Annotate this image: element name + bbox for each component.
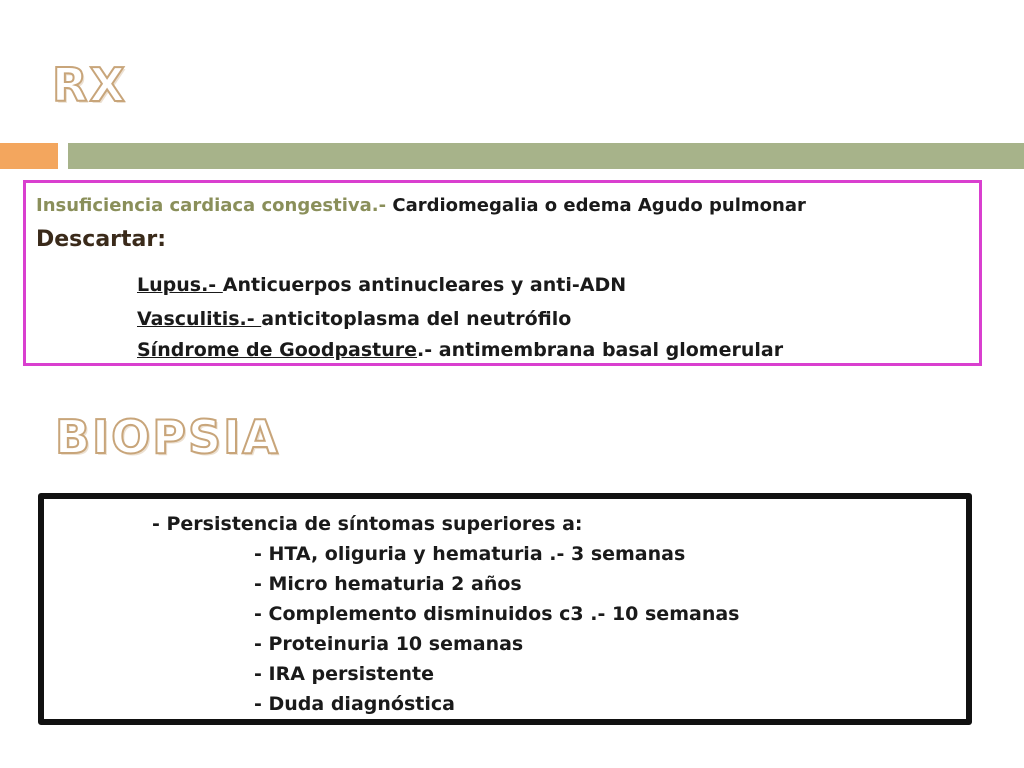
- lupus-label: Lupus.-: [137, 274, 223, 296]
- biopsia-item: - Proteinuria 10 semanas: [254, 633, 524, 655]
- rx-title: RX: [52, 58, 127, 112]
- biopsia-item: - Micro hematuria 2 años: [254, 573, 522, 595]
- decorative-bar-green: [68, 143, 1024, 169]
- icc-text: Cardiomegalia o edema Agudo pulmonar: [386, 195, 806, 216]
- rx-item-lupus: [137, 274, 626, 296]
- biopsia-content-box: [38, 493, 972, 725]
- vasculitis-label: Vasculitis.-: [137, 308, 262, 330]
- decorative-bar-orange: [0, 143, 58, 169]
- vasculitis-text: anticitoplasma del neutrófilo: [261, 308, 572, 330]
- rx-line-icc: [36, 195, 806, 216]
- rx-item-goodpasture: [137, 339, 783, 361]
- goodpasture-text: .- antimembrana basal glomerular: [417, 339, 784, 361]
- descartar-heading: Descartar:: [36, 227, 167, 252]
- lupus-text: Anticuerpos antinucleares y anti-ADN: [222, 274, 627, 296]
- biopsia-item: - HTA, oliguria y hematuria .- 3 semanas: [254, 543, 686, 565]
- biopsia-item: - Complemento disminuidos c3 .- 10 semanas: [254, 603, 740, 625]
- rx-item-vasculitis: [137, 308, 571, 330]
- biopsia-item: - IRA persistente: [254, 663, 434, 685]
- icc-label: Insuficiencia cardiaca congestiva.-: [36, 195, 387, 216]
- biopsia-item: - Duda diagnóstica: [254, 693, 455, 715]
- biopsia-title: BIOPSIA: [55, 410, 280, 464]
- rx-content-box: [23, 180, 982, 366]
- goodpasture-label: Síndrome de Goodpasture: [137, 339, 418, 361]
- biopsia-header: - Persistencia de síntomas superiores a:: [152, 513, 583, 535]
